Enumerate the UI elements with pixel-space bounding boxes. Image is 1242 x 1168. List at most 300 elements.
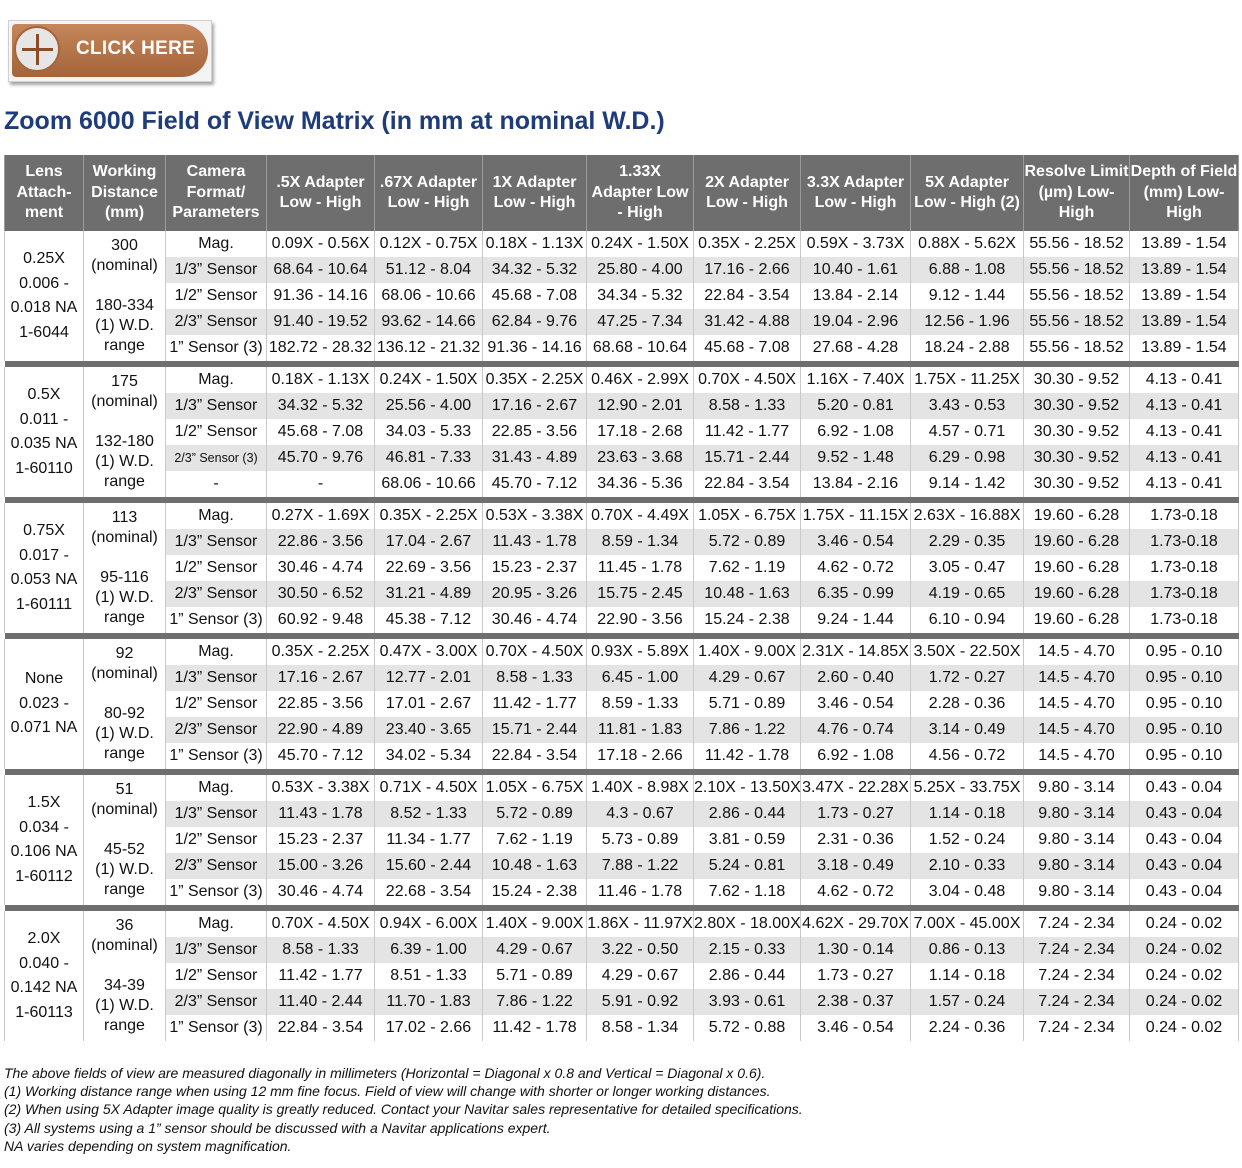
table-cell: 11.45 - 1.78 xyxy=(587,555,694,581)
table-cell: 45.38 - 7.12 xyxy=(375,607,483,633)
table-row xyxy=(5,393,1239,419)
table-cell: 23.40 - 3.65 xyxy=(375,717,483,743)
camera-format-cell: 1” Sensor (3) xyxy=(166,743,267,769)
working-distance-spacer xyxy=(84,276,165,296)
table-cell: 55.56 - 18.52 xyxy=(1024,309,1130,335)
table-cell: 1.30 - 0.14 xyxy=(801,937,911,963)
header-row xyxy=(5,155,1239,231)
table-cell: 9.80 - 3.14 xyxy=(1024,801,1130,827)
camera-format-cell: - xyxy=(166,471,267,497)
table-row xyxy=(5,743,1239,769)
table-row xyxy=(5,257,1239,283)
table-cell: 0.71X - 4.50X xyxy=(375,775,483,801)
table-cell: 12.77 - 2.01 xyxy=(375,665,483,691)
working-distance-nominal: (nominal) xyxy=(91,937,158,954)
table-cell: 10.40 - 1.61 xyxy=(801,257,911,283)
table-cell: 0.43 - 0.04 xyxy=(1130,801,1239,827)
table-cell: 1.52 - 0.24 xyxy=(911,827,1024,853)
table-cell: 4.29 - 0.67 xyxy=(587,963,694,989)
table-cell: 17.16 - 2.67 xyxy=(267,665,375,691)
table-row xyxy=(5,283,1239,309)
table-cell: 20.95 - 3.26 xyxy=(483,581,587,607)
camera-format-cell: 1/3” Sensor xyxy=(166,937,267,963)
table-cell: 4.13 - 0.41 xyxy=(1130,471,1239,497)
click-here-button[interactable] xyxy=(8,20,212,82)
table-cell: 9.24 - 1.44 xyxy=(801,607,911,633)
table-cell: 0.43 - 0.04 xyxy=(1130,775,1239,801)
table-cell: 34.02 - 5.34 xyxy=(375,743,483,769)
table-cell: 7.62 - 1.18 xyxy=(694,879,801,905)
camera-format-cell: Mag. xyxy=(166,503,267,529)
table-cell: 0.24 - 0.02 xyxy=(1130,963,1239,989)
camera-format-cell: 1/3” Sensor xyxy=(166,393,267,419)
table-cell: 19.60 - 6.28 xyxy=(1024,581,1130,607)
table-cell: 1.73-0.18 xyxy=(1130,503,1239,529)
fov-matrix-table xyxy=(4,155,1239,1041)
table-cell: 68.64 - 10.64 xyxy=(267,257,375,283)
page-title: Zoom 6000 Field of View Matrix (in mm at nominal W.D.) xyxy=(4,107,665,135)
table-cell: 68.06 - 10.66 xyxy=(375,471,483,497)
table-cell: 3.46 - 0.54 xyxy=(801,1015,911,1041)
table-cell: 0.35X - 2.25X xyxy=(375,503,483,529)
table-row xyxy=(5,879,1239,905)
table-cell: 12.56 - 1.96 xyxy=(911,309,1024,335)
table-cell: 0.43 - 0.04 xyxy=(1130,879,1239,905)
table-cell: 18.24 - 2.88 xyxy=(911,335,1024,361)
table-row xyxy=(5,529,1239,555)
table-cell: 7.24 - 2.34 xyxy=(1024,911,1130,937)
lens-attachment-cell xyxy=(5,775,84,905)
table-cell: 5.72 - 0.89 xyxy=(694,529,801,555)
table-cell: 0.24 - 0.02 xyxy=(1130,911,1239,937)
table-cell: 3.47X - 22.28X xyxy=(801,775,911,801)
camera-format-cell: 1” Sensor (3) xyxy=(166,879,267,905)
table-cell: 22.84 - 3.54 xyxy=(694,283,801,309)
working-distance-cell xyxy=(84,911,166,1041)
footnote-line: (2) When using 5X Adapter image quality is greatly reduced. Contact your Navitar sales representative for detailed specifications. xyxy=(4,1101,803,1118)
table-cell: 13.84 - 2.16 xyxy=(801,471,911,497)
table-cell: 22.85 - 3.56 xyxy=(267,691,375,717)
camera-format-cell: 1” Sensor (3) xyxy=(166,335,267,361)
table-cell: 1.73 - 0.27 xyxy=(801,801,911,827)
lens-attachment-line: 0.25X xyxy=(23,250,65,267)
table-cell: 19.04 - 2.96 xyxy=(801,309,911,335)
table-cell: 34.36 - 5.36 xyxy=(587,471,694,497)
table-cell: 5.71 - 0.89 xyxy=(483,963,587,989)
lens-attachment-line: 0.006 - xyxy=(19,274,69,292)
table-cell: 7.24 - 2.34 xyxy=(1024,989,1130,1015)
table-cell: 22.84 - 3.54 xyxy=(267,1015,375,1041)
table-cell: 22.68 - 3.54 xyxy=(375,879,483,905)
table-cell: 19.60 - 6.28 xyxy=(1024,503,1130,529)
table-cell: 3.14 - 0.49 xyxy=(911,717,1024,743)
table-cell: 68.06 - 10.66 xyxy=(375,283,483,309)
table-cell: 11.42 - 1.77 xyxy=(694,419,801,445)
working-distance-spacer xyxy=(84,820,165,840)
table-cell: 1.14 - 0.18 xyxy=(911,801,1024,827)
table-cell: 0.18X - 1.13X xyxy=(267,367,375,393)
table-cell: 0.27X - 1.69X xyxy=(267,503,375,529)
table-cell: 8.59 - 1.33 xyxy=(587,691,694,717)
camera-format-cell: 2/3” Sensor (3) xyxy=(166,445,267,471)
table-row xyxy=(5,775,1239,801)
table-cell: 91.36 - 14.16 xyxy=(267,283,375,309)
column-header: Depth of Field (mm) Low-High xyxy=(1130,155,1239,231)
camera-format-cell: 1/2” Sensor xyxy=(166,555,267,581)
camera-format-cell: 2/3” Sensor xyxy=(166,717,267,743)
table-cell: 0.46X - 2.99X xyxy=(587,367,694,393)
working-distance-range: 132-180 xyxy=(95,433,154,450)
camera-format-cell: 1/3” Sensor xyxy=(166,801,267,827)
table-cell: 17.01 - 2.67 xyxy=(375,691,483,717)
table-cell: 182.72 - 28.32 xyxy=(267,335,375,361)
working-distance-cell xyxy=(84,775,166,905)
table-cell: 25.80 - 4.00 xyxy=(587,257,694,283)
table-row xyxy=(5,445,1239,471)
table-cell: 14.5 - 4.70 xyxy=(1024,691,1130,717)
table-row xyxy=(5,853,1239,879)
table-cell: 1.73-0.18 xyxy=(1130,607,1239,633)
table-cell: 6.92 - 1.08 xyxy=(801,419,911,445)
table-cell: 2.29 - 0.35 xyxy=(911,529,1024,555)
table-cell: 0.70X - 4.50X xyxy=(483,639,587,665)
working-distance-range: (1) W.D. xyxy=(95,589,154,606)
table-cell: 6.45 - 1.00 xyxy=(587,665,694,691)
table-cell: 3.18 - 0.49 xyxy=(801,853,911,879)
working-distance-range: range xyxy=(104,473,145,490)
table-cell: 15.75 - 2.45 xyxy=(587,581,694,607)
lens-attachment-line: 0.035 NA xyxy=(10,435,78,452)
table-cell: 2.86 - 0.44 xyxy=(694,963,801,989)
table-cell: 22.85 - 3.56 xyxy=(483,419,587,445)
table-cell: 3.05 - 0.47 xyxy=(911,555,1024,581)
lens-attachment-cell xyxy=(5,911,84,1041)
table-cell: 23.63 - 3.68 xyxy=(587,445,694,471)
table-cell: 11.46 - 1.78 xyxy=(587,879,694,905)
table-cell: 0.53X - 3.38X xyxy=(267,775,375,801)
table-cell: 45.70 - 7.12 xyxy=(267,743,375,769)
table-cell: 2.10X - 13.50X xyxy=(694,775,801,801)
table-cell: 15.24 - 2.38 xyxy=(694,607,801,633)
table-cell: 1.40X - 9.00X xyxy=(483,911,587,937)
table-cell: 27.68 - 4.28 xyxy=(801,335,911,361)
column-header: .67X Adapter Low - High xyxy=(375,155,483,231)
lens-attachment-line: 0.142 NA xyxy=(10,979,78,996)
table-cell: 11.81 - 1.83 xyxy=(587,717,694,743)
lens-attachment-line: 0.011 - xyxy=(19,410,69,428)
lens-attachment-line: 1.5X xyxy=(27,794,61,811)
working-distance-spacer xyxy=(84,956,165,976)
table-cell: 2.31 - 0.36 xyxy=(801,827,911,853)
table-cell: 62.84 - 9.76 xyxy=(483,309,587,335)
camera-format-cell: 1/2” Sensor xyxy=(166,827,267,853)
table-cell: 3.46 - 0.54 xyxy=(801,529,911,555)
table-cell: 13.84 - 2.14 xyxy=(801,283,911,309)
working-distance-nominal: (nominal) xyxy=(91,529,158,546)
working-distance-cell xyxy=(84,639,166,769)
table-cell: 6.39 - 1.00 xyxy=(375,937,483,963)
table-cell: - xyxy=(267,471,375,497)
table-cell: 11.34 - 1.77 xyxy=(375,827,483,853)
table-cell: 4.62 - 0.72 xyxy=(801,555,911,581)
table-cell: 3.46 - 0.54 xyxy=(801,691,911,717)
table-cell: 14.5 - 4.70 xyxy=(1024,717,1130,743)
lens-attachment-line: 0.053 NA xyxy=(10,571,78,588)
lens-attachment-line: 1-6044 xyxy=(19,323,69,341)
table-cell: 45.68 - 7.08 xyxy=(267,419,375,445)
table-cell: 55.56 - 18.52 xyxy=(1024,335,1130,361)
table-cell: 0.94X - 6.00X xyxy=(375,911,483,937)
table-cell: 5.72 - 0.89 xyxy=(483,801,587,827)
working-distance-nominal: 175 xyxy=(111,373,138,390)
table-cell: 0.95 - 0.10 xyxy=(1130,743,1239,769)
table-cell: 0.35X - 2.25X xyxy=(483,367,587,393)
working-distance-range: range xyxy=(104,337,145,354)
table-cell: 4.13 - 0.41 xyxy=(1130,445,1239,471)
table-cell: 7.86 - 1.22 xyxy=(694,717,801,743)
table-cell: 6.92 - 1.08 xyxy=(801,743,911,769)
table-cell: 7.62 - 1.19 xyxy=(694,555,801,581)
lens-attachment-line: 1-60110 xyxy=(15,459,73,477)
table-cell: 1.75X - 11.15X xyxy=(801,503,911,529)
working-distance-nominal: 36 xyxy=(115,917,134,934)
table-cell: 17.02 - 2.66 xyxy=(375,1015,483,1041)
table-cell: 15.71 - 2.44 xyxy=(483,717,587,743)
table-cell: 34.32 - 5.32 xyxy=(483,257,587,283)
table-body xyxy=(5,231,1239,1041)
lens-attachment-cell xyxy=(5,639,84,769)
table-cell: 30.46 - 4.74 xyxy=(267,555,375,581)
working-distance-range: range xyxy=(104,609,145,626)
table-cell: 0.24 - 0.02 xyxy=(1130,1015,1239,1041)
table-cell: 30.30 - 9.52 xyxy=(1024,393,1130,419)
camera-format-cell: Mag. xyxy=(166,231,267,257)
table-cell: 13.89 - 1.54 xyxy=(1130,257,1239,283)
table-row xyxy=(5,989,1239,1015)
table-cell: 91.36 - 14.16 xyxy=(483,335,587,361)
table-cell: 12.90 - 2.01 xyxy=(587,393,694,419)
camera-format-cell: Mag. xyxy=(166,775,267,801)
table-cell: 2.10 - 0.33 xyxy=(911,853,1024,879)
camera-format-cell: 1/2” Sensor xyxy=(166,283,267,309)
camera-format-cell: 2/3” Sensor xyxy=(166,989,267,1015)
table-row xyxy=(5,639,1239,665)
footnote-line: (1) Working distance range when using 12 mm fine focus. Field of view will change with shorter or longer working distances. xyxy=(4,1083,771,1100)
table-cell: 34.03 - 5.33 xyxy=(375,419,483,445)
column-header: .5X Adapter Low - High xyxy=(267,155,375,231)
column-header: Camera Format/ Parameters xyxy=(166,155,267,231)
table-cell: 5.72 - 0.88 xyxy=(694,1015,801,1041)
table-cell: 31.42 - 4.88 xyxy=(694,309,801,335)
table-cell: 6.29 - 0.98 xyxy=(911,445,1024,471)
table-row xyxy=(5,911,1239,937)
working-distance-nominal: 92 xyxy=(115,645,134,662)
table-cell: 55.56 - 18.52 xyxy=(1024,257,1130,283)
camera-format-cell: 1/2” Sensor xyxy=(166,963,267,989)
lens-attachment-line: 1-60113 xyxy=(15,1003,73,1021)
table-cell: 5.24 - 0.81 xyxy=(694,853,801,879)
table-cell: 11.43 - 1.78 xyxy=(483,529,587,555)
table-row xyxy=(5,607,1239,633)
lens-attachment-line: 0.023 - xyxy=(19,694,69,712)
table-cell: 2.38 - 0.37 xyxy=(801,989,911,1015)
table-cell: 13.89 - 1.54 xyxy=(1130,283,1239,309)
table-row xyxy=(5,581,1239,607)
working-distance-nominal: 51 xyxy=(115,781,134,798)
table-cell: 30.30 - 9.52 xyxy=(1024,471,1130,497)
table-row xyxy=(5,309,1239,335)
table-cell: 1.75X - 11.25X xyxy=(911,367,1024,393)
table-cell: 15.23 - 2.37 xyxy=(483,555,587,581)
table-cell: 4.57 - 0.71 xyxy=(911,419,1024,445)
working-distance-cell xyxy=(84,231,166,361)
table-cell: 11.42 - 1.77 xyxy=(483,691,587,717)
table-cell: 2.63X - 16.88X xyxy=(911,503,1024,529)
working-distance-spacer xyxy=(84,684,165,704)
table-cell: 0.24 - 0.02 xyxy=(1130,937,1239,963)
table-cell: 4.19 - 0.65 xyxy=(911,581,1024,607)
table-cell: 0.70X - 4.49X xyxy=(587,503,694,529)
table-cell: 30.46 - 4.74 xyxy=(267,879,375,905)
table-cell: 19.60 - 6.28 xyxy=(1024,529,1130,555)
table-row xyxy=(5,335,1239,361)
camera-format-cell: 1/2” Sensor xyxy=(166,691,267,717)
table-cell: 15.23 - 2.37 xyxy=(267,827,375,853)
table-cell: 25.56 - 4.00 xyxy=(375,393,483,419)
table-cell: 3.04 - 0.48 xyxy=(911,879,1024,905)
lens-attachment-cell xyxy=(5,367,84,497)
table-cell: 6.35 - 0.99 xyxy=(801,581,911,607)
table-cell: 14.5 - 4.70 xyxy=(1024,665,1130,691)
camera-format-cell: 1” Sensor (3) xyxy=(166,607,267,633)
table-cell: 8.58 - 1.33 xyxy=(694,393,801,419)
table-cell: 2.15 - 0.33 xyxy=(694,937,801,963)
table-cell: 1.14 - 0.18 xyxy=(911,963,1024,989)
column-header: 5X Adapter Low - High (2) xyxy=(911,155,1024,231)
table-cell: 2.86 - 0.44 xyxy=(694,801,801,827)
table-cell: 1.73 - 0.27 xyxy=(801,963,911,989)
lens-attachment-line: 1-60111 xyxy=(15,595,73,613)
table-cell: 0.24 - 0.02 xyxy=(1130,989,1239,1015)
table-cell: 0.95 - 0.10 xyxy=(1130,665,1239,691)
table-cell: 22.69 - 3.56 xyxy=(375,555,483,581)
table-cell: 11.40 - 2.44 xyxy=(267,989,375,1015)
table-cell: 22.86 - 3.56 xyxy=(267,529,375,555)
camera-format-cell: Mag. xyxy=(166,367,267,393)
table-cell: 2.24 - 0.36 xyxy=(911,1015,1024,1041)
footnote-line: NA varies depending on system magnification. xyxy=(4,1137,292,1154)
table-cell: 8.58 - 1.34 xyxy=(587,1015,694,1041)
table-cell: 4.29 - 0.67 xyxy=(694,665,801,691)
lens-attachment-line: 0.071 NA xyxy=(10,719,78,737)
working-distance-range: 95-116 xyxy=(100,569,149,586)
table-cell: 31.43 - 4.89 xyxy=(483,445,587,471)
footnotes xyxy=(4,1064,803,1155)
table-cell: 91.40 - 19.52 xyxy=(267,309,375,335)
table-cell: 2.28 - 0.36 xyxy=(911,691,1024,717)
table-cell: 11.42 - 1.78 xyxy=(694,743,801,769)
table-cell: 3.43 - 0.53 xyxy=(911,393,1024,419)
table-cell: 0.43 - 0.04 xyxy=(1130,827,1239,853)
table-cell: 19.60 - 6.28 xyxy=(1024,607,1130,633)
table-cell: 1.05X - 6.75X xyxy=(694,503,801,529)
table-cell: 22.84 - 3.54 xyxy=(694,471,801,497)
working-distance-nominal: 300 xyxy=(111,237,138,254)
table-cell: 0.09X - 0.56X xyxy=(267,231,375,257)
table-cell: 6.88 - 1.08 xyxy=(911,257,1024,283)
working-distance-cell xyxy=(84,503,166,633)
working-distance-nominal: (nominal) xyxy=(91,257,158,274)
click-here-label: CLICK HERE xyxy=(76,38,196,59)
column-header: Resolve Limit (µm) Low-High xyxy=(1024,155,1130,231)
working-distance-range: (1) W.D. xyxy=(95,725,154,742)
table-cell: 60.92 - 9.48 xyxy=(267,607,375,633)
working-distance-nominal: (nominal) xyxy=(91,393,158,410)
table-row xyxy=(5,963,1239,989)
table-cell: 17.18 - 2.66 xyxy=(587,743,694,769)
table-cell: 30.30 - 9.52 xyxy=(1024,419,1130,445)
table-cell: 0.59X - 3.73X xyxy=(801,231,911,257)
working-distance-range: range xyxy=(104,1017,145,1034)
table-cell: 55.56 - 18.52 xyxy=(1024,231,1130,257)
table-cell: 93.62 - 14.66 xyxy=(375,309,483,335)
working-distance-range: range xyxy=(104,745,145,762)
table-cell: 7.00X - 45.00X xyxy=(911,911,1024,937)
table-row xyxy=(5,827,1239,853)
working-distance-spacer xyxy=(84,548,165,568)
table-cell: 0.86 - 0.13 xyxy=(911,937,1024,963)
table-cell: 17.16 - 2.67 xyxy=(483,393,587,419)
table-cell: 45.68 - 7.08 xyxy=(694,335,801,361)
camera-format-cell: 1/2” Sensor xyxy=(166,419,267,445)
camera-format-cell: 1/3” Sensor xyxy=(166,257,267,283)
table-cell: 30.46 - 4.74 xyxy=(483,607,587,633)
table-cell: 136.12 - 21.32 xyxy=(375,335,483,361)
table-cell: 3.50X - 22.50X xyxy=(911,639,1024,665)
column-header: Lens Attach-ment xyxy=(5,155,84,231)
table-cell: 31.21 - 4.89 xyxy=(375,581,483,607)
table-cell: 4.29 - 0.67 xyxy=(483,937,587,963)
table-cell: 22.84 - 3.54 xyxy=(483,743,587,769)
table-cell: 1.73-0.18 xyxy=(1130,529,1239,555)
table-cell: 5.91 - 0.92 xyxy=(587,989,694,1015)
lens-attachment-cell xyxy=(5,503,84,633)
table-row xyxy=(5,471,1239,497)
table-cell: 2.60 - 0.40 xyxy=(801,665,911,691)
table-cell: 3.81 - 0.59 xyxy=(694,827,801,853)
table-cell: 14.5 - 4.70 xyxy=(1024,639,1130,665)
lens-attachment-line: 0.5X xyxy=(27,386,61,403)
working-distance-nominal: (nominal) xyxy=(91,801,158,818)
column-header: 3.3X Adapter Low - High xyxy=(801,155,911,231)
table-row xyxy=(5,555,1239,581)
table-cell: 15.71 - 2.44 xyxy=(694,445,801,471)
camera-format-cell: 1” Sensor (3) xyxy=(166,1015,267,1041)
table-cell: 5.71 - 0.89 xyxy=(694,691,801,717)
table-cell: 0.70X - 4.50X xyxy=(267,911,375,937)
table-cell: 0.18X - 1.13X xyxy=(483,231,587,257)
table-cell: 5.20 - 0.81 xyxy=(801,393,911,419)
table-cell: 7.86 - 1.22 xyxy=(483,989,587,1015)
table-cell: 2.80X - 18.00X xyxy=(694,911,801,937)
table-cell: 7.62 - 1.19 xyxy=(483,827,587,853)
table-row xyxy=(5,937,1239,963)
table-cell: 10.48 - 1.63 xyxy=(483,853,587,879)
click-here-button-body[interactable] xyxy=(12,24,208,77)
table-cell: 1.05X - 6.75X xyxy=(483,775,587,801)
table-cell: 22.90 - 3.56 xyxy=(587,607,694,633)
table-cell: 1.86X - 11.97X xyxy=(587,911,694,937)
